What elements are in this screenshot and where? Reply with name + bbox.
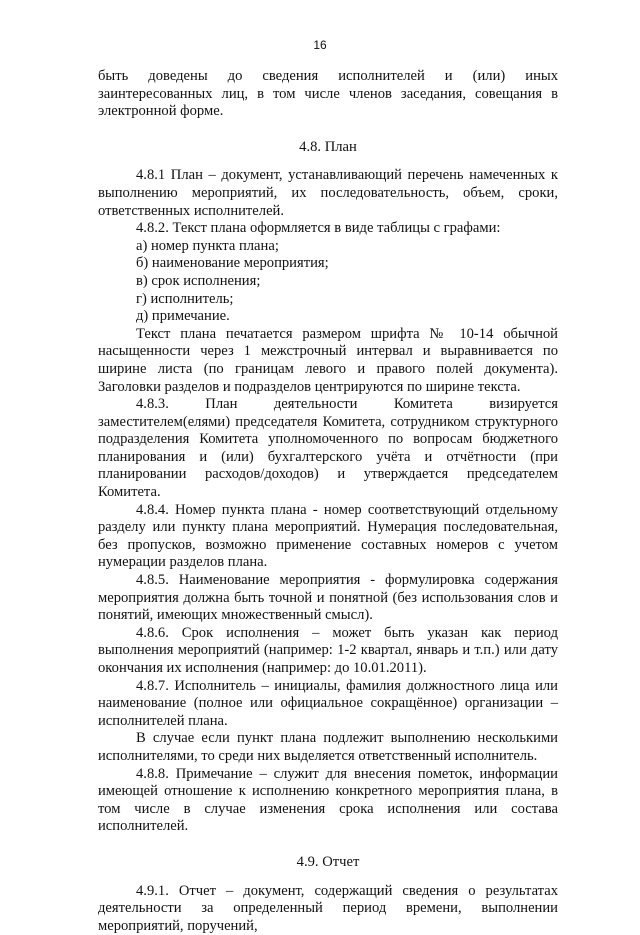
paragraph-4-8-1: 4.8.1 План – документ, устанавливающий перечень намеченных к выполнению мероприятий, их последовательность, объем, сроки, ответственных исполнителей. [98,167,558,219]
paragraph-plan-text-format: Текст плана печатается размером шрифта № 10-14 обычной насыщенности через 1 межстрочный интервал и выравнивается по ширине листа (по границам левого и правого полей документа). Заголовки разделов и подразделов центрируются по ширине текста. [98,325,558,395]
section-heading-plan: 4.8. План [299,138,357,155]
list-item-b: б) наименование мероприятия; [136,255,329,272]
list-item-v: в) срок исполнения; [136,272,261,289]
paragraph-4-8-2: 4.8.2. Текст плана оформляется в виде таблицы с графами: [136,220,501,237]
paragraph-4-8-3: 4.8.3. План деятельности Комитета визируется заместителем(елями) председателя Комитета, сотрудником структурного подразделения Комитета уполномоченного по вопросам бюджетного планирования и (или) бухгалтерского учёта и отчётности (при планировании расходов/доходов) и утверждается председателем Комитета. [98,396,558,501]
paragraph-4-8-5: 4.8.5. Наименование мероприятия - формулировка содержания мероприятия должна быть точной и понятной (без использования слов и понятий, имеющих множественный смысл). [98,572,558,624]
section-heading-report: 4.9. Отчет [296,853,360,870]
page-number: 16 [313,38,327,52]
list-item-d: д) примечание. [136,308,230,325]
paragraph-4-8-7: 4.8.7. Исполнитель – инициалы, фамилия должностного лица или наименование (полное или официальное сокращённое) организации – исполнителей плана. [98,677,558,729]
paragraph-4-8-6: 4.8.6. Срок исполнения – может быть указан как период выполнения мероприятий (например: 1-2 квартал, январь и т.п.) или дату окончания их исполнения (например: до 10.01.2011). [98,624,558,676]
paragraph-multiple-executors: В случае если пункт плана подлежит выполнению несколькими исполнителями, то среди них выделяется ответственный исполнитель. [98,730,558,764]
page-body [98,68,558,935]
paragraph-4-9-1: 4.9.1. Отчет – документ, содержащий сведения о результатах деятельности за определенный период времени, выполнении мероприятий, поручений, [98,882,558,934]
list-item-a: а) номер пункта плана; [136,237,279,254]
list-item-g: г) исполнитель; [136,290,234,307]
paragraph-4-8-4: 4.8.4. Номер пункта плана - номер соответствующий отдельному разделу или пункту плана мероприятий. Нумерация последовательная, без пропусков, возможно применение составных номеров с учетом нумерации разделов плана. [98,501,558,571]
paragraph-4-8-8: 4.8.8. Примечание – служит для внесения пометок, информации имеющей отношение к исполнению конкретного мероприятия плана, в том числе в случае изменения срока исполнения или состава исполнителей. [98,765,558,835]
paragraph-continuation: быть доведены до сведения исполнителей и (или) иных заинтересованных лиц, в том числе членов заседания, совещания в электронной форме. [98,68,558,120]
